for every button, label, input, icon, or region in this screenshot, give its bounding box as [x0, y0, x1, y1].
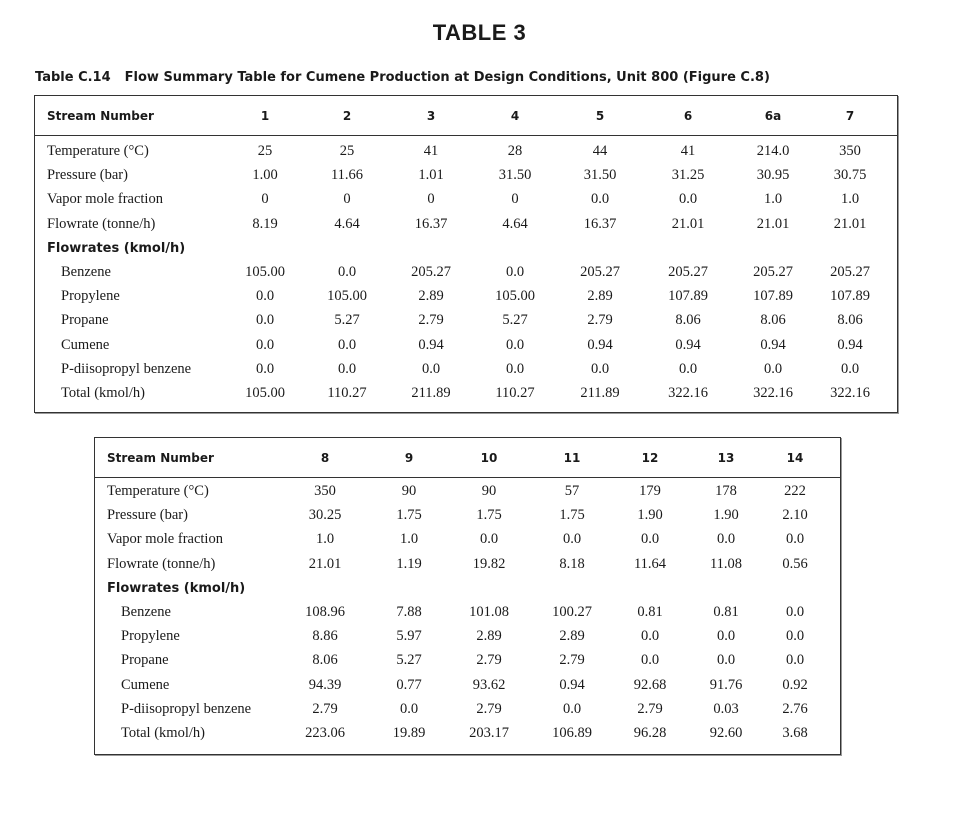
header-label: Stream Number — [107, 451, 214, 465]
column-header: 12 — [641, 451, 659, 465]
table-cell: 0.0 — [505, 360, 525, 377]
table-cell: 0.0 — [785, 604, 805, 620]
table-cell: 1.90 — [637, 507, 663, 524]
table-cell: 0.94 — [760, 336, 786, 353]
table-cell: 4.64 — [502, 215, 528, 232]
table-cell: 1.75 — [559, 507, 585, 524]
column-header: 10 — [480, 451, 498, 465]
table-cell: 101.08 — [469, 604, 509, 620]
table-cell: 11.66 — [330, 167, 364, 184]
table-cell: 4.64 — [334, 215, 360, 232]
table-cell: 2.79 — [559, 652, 585, 669]
table-cell: 94.39 — [308, 676, 342, 693]
table-cell: 5.27 — [334, 312, 360, 329]
table-cell: 0.0 — [399, 700, 419, 717]
row-label: Flowrate (tonne/h) — [107, 555, 216, 572]
header-row — [95, 438, 840, 478]
table-cell: 0.0 — [716, 652, 736, 669]
caption-text: Flow Summary Table for Cumene Production at Design Conditions, Unit 800 (Figure C.8) — [124, 70, 770, 85]
row-label: Propylene — [121, 628, 180, 645]
flow-table-1 — [34, 95, 898, 413]
table-cell: 322.16 — [753, 385, 793, 401]
table-cell: 96.28 — [633, 725, 667, 741]
table-row — [35, 383, 897, 407]
table-cell: 0.0 — [562, 700, 582, 717]
table-row — [35, 286, 897, 310]
table-cell: 1.0 — [315, 531, 335, 548]
table-cell: 0.94 — [587, 336, 613, 353]
column-header: 7 — [845, 109, 855, 123]
table-cell: 2.89 — [587, 288, 613, 305]
table-cell: 222 — [784, 483, 806, 499]
row-label: Vapor mole fraction — [107, 531, 223, 548]
table-cell: 5.27 — [396, 652, 422, 669]
table-cell: 0.0 — [562, 531, 582, 548]
table-cell: 44 — [592, 143, 608, 159]
table-cell: 21.01 — [756, 215, 790, 232]
table-cell: 105.00 — [327, 288, 367, 305]
table-cell: 179 — [639, 483, 661, 499]
table-cell: 16.37 — [414, 215, 448, 232]
row-label: Benzene — [61, 264, 111, 280]
table-cell: 0.0 — [678, 360, 698, 377]
table-cell: 2.79 — [637, 700, 663, 717]
caption-number: Table C.14 — [35, 70, 111, 85]
table-cell: 100.27 — [552, 604, 592, 620]
table-cell: 2.76 — [782, 700, 808, 717]
table-row — [35, 189, 897, 213]
table-cell: 0.94 — [418, 336, 444, 353]
table-cell: 0 — [343, 191, 351, 208]
table-cell: 92.60 — [709, 725, 743, 741]
table-cell: 1.0 — [399, 531, 419, 548]
table-cell: 0.0 — [479, 531, 499, 548]
table-cell: 0.0 — [840, 360, 860, 377]
table-cell: 0.0 — [640, 531, 660, 548]
table-cell: 31.25 — [671, 167, 705, 184]
table-cell: 205.27 — [830, 264, 870, 280]
table-cell: 2.79 — [418, 312, 444, 329]
table-cell: 107.89 — [830, 288, 870, 305]
table-cell: 0.0 — [255, 288, 275, 305]
row-label: Benzene — [121, 604, 171, 620]
table-cell: 5.97 — [396, 628, 422, 645]
table-row — [95, 699, 840, 723]
table-cell: 0.94 — [675, 336, 701, 353]
row-label: Flowrates (kmol/h) — [47, 240, 186, 256]
table-cell: 110.27 — [327, 385, 367, 401]
table-cell: 8.18 — [559, 555, 585, 572]
table-cell: 19.82 — [472, 555, 506, 572]
table-cell: 2.89 — [418, 288, 444, 305]
table-cell: 205.27 — [753, 264, 793, 280]
row-label: Vapor mole fraction — [47, 191, 163, 208]
table-cell: 211.89 — [411, 385, 451, 401]
table-cell: 21.01 — [833, 215, 867, 232]
table-cell: 0.0 — [716, 628, 736, 645]
header-row — [35, 96, 897, 136]
table-cell: 0.0 — [640, 628, 660, 645]
table-cell: 223.06 — [305, 725, 345, 741]
row-label: Temperature (°C) — [47, 143, 149, 159]
table-cell: 90 — [481, 483, 497, 499]
section-row — [35, 238, 897, 262]
table-cell: 2.10 — [782, 507, 808, 524]
table-row — [35, 214, 897, 238]
table-cell: 110.27 — [495, 385, 535, 401]
column-header: 6 — [683, 109, 693, 123]
row-label: Flowrate (tonne/h) — [47, 215, 156, 232]
row-label: Total (kmol/h) — [61, 385, 145, 401]
table-cell: 25 — [257, 143, 273, 159]
table-cell: 0 — [511, 191, 519, 208]
table-cell: 105.00 — [245, 385, 285, 401]
table-cell: 107.89 — [668, 288, 708, 305]
row-label: Cumene — [121, 676, 170, 693]
table-cell: 0.94 — [837, 336, 863, 353]
page-title: TABLE 3 — [432, 20, 527, 45]
table-cell: 0.0 — [590, 191, 610, 208]
column-header: 1 — [260, 109, 270, 123]
table-cell: 105.00 — [245, 264, 285, 280]
table-cell: 2.79 — [476, 652, 502, 669]
table-cell: 41 — [423, 143, 439, 159]
table-cell: 41 — [680, 143, 696, 159]
header-label: Stream Number — [47, 109, 154, 123]
column-header: 13 — [717, 451, 735, 465]
table-row — [35, 165, 897, 189]
column-header: 6a — [764, 109, 782, 123]
table-cell: 0.0 — [255, 312, 275, 329]
table-cell: 203.17 — [469, 725, 509, 741]
table-cell: 322.16 — [830, 385, 870, 401]
table-cell: 211.89 — [580, 385, 620, 401]
table-row — [95, 481, 840, 505]
table-cell: 2.89 — [476, 628, 502, 645]
table-cell: 11.08 — [709, 555, 743, 572]
section-row — [95, 578, 840, 602]
table-cell: 11.64 — [633, 555, 667, 572]
table-cell: 205.27 — [668, 264, 708, 280]
table-cell: 0.0 — [337, 336, 357, 353]
column-header: 2 — [342, 109, 352, 123]
table-cell: 8.06 — [760, 312, 786, 329]
flow-table-2 — [94, 437, 841, 755]
table-cell: 30.25 — [308, 507, 342, 524]
row-label: P-diisopropyl benzene — [121, 700, 252, 717]
table-row — [95, 675, 840, 699]
row-label: Temperature (°C) — [107, 483, 209, 499]
table-cell: 8.06 — [837, 312, 863, 329]
table-cell: 0.0 — [505, 264, 525, 280]
table-cell: 0.0 — [337, 360, 357, 377]
table-cell: 0.0 — [337, 264, 357, 280]
table-cell: 0.0 — [505, 336, 525, 353]
table-cell: 0.0 — [716, 531, 736, 548]
row-label: Flowrates (kmol/h) — [107, 580, 246, 596]
table-row — [95, 626, 840, 650]
table-cell: 7.88 — [396, 604, 422, 620]
table-cell: 30.75 — [833, 167, 867, 184]
table-row — [95, 602, 840, 626]
table-cell: 0.77 — [396, 676, 422, 693]
row-label: Propane — [61, 312, 109, 329]
table-row — [35, 262, 897, 286]
table-cell: 0.56 — [782, 555, 808, 572]
table-cell: 0.81 — [713, 604, 739, 620]
table-cell: 8.86 — [312, 628, 338, 645]
table-cell: 28 — [507, 143, 523, 159]
table-cell: 0 — [427, 191, 435, 208]
table-cell: 0.94 — [559, 676, 585, 693]
table-cell: 5.27 — [502, 312, 528, 329]
table-cell: 0.0 — [678, 191, 698, 208]
table-cell: 1.90 — [713, 507, 739, 524]
table-row — [35, 310, 897, 334]
row-label: P-diisopropyl benzene — [61, 360, 192, 377]
table-row — [95, 650, 840, 674]
table-cell: 205.27 — [580, 264, 620, 280]
table-row — [95, 505, 840, 529]
table-cell: 178 — [715, 483, 737, 499]
table-cell: 30.95 — [756, 167, 790, 184]
table-cell: 31.50 — [498, 167, 532, 184]
column-header: 9 — [404, 451, 414, 465]
table-cell: 8.19 — [252, 215, 278, 232]
table-cell: 8.06 — [675, 312, 701, 329]
table-cell: 350 — [314, 483, 336, 499]
table-cell: 1.01 — [418, 167, 444, 184]
row-label: Propylene — [61, 288, 120, 305]
table-cell: 0.0 — [785, 652, 805, 669]
table-cell: 2.79 — [312, 700, 338, 717]
table-row — [35, 335, 897, 359]
row-label: Propane — [121, 652, 169, 669]
table-cell: 205.27 — [411, 264, 451, 280]
table-cell: 19.89 — [392, 725, 426, 741]
table-cell: 16.37 — [583, 215, 617, 232]
table-caption — [35, 70, 770, 85]
table-cell: 57 — [564, 483, 580, 499]
table-cell: 91.76 — [709, 676, 743, 693]
column-header: 3 — [426, 109, 436, 123]
table-cell: 350 — [839, 143, 861, 159]
table-row — [95, 529, 840, 553]
table-cell: 1.75 — [476, 507, 502, 524]
table-cell: 8.06 — [312, 652, 338, 669]
table-cell: 3.68 — [782, 725, 808, 741]
table-cell: 21.01 — [308, 555, 342, 572]
table-cell: 0.0 — [421, 360, 441, 377]
table-cell: 105.00 — [495, 288, 535, 305]
table-cell: 1.75 — [396, 507, 422, 524]
table-cell: 2.79 — [587, 312, 613, 329]
table-cell: 21.01 — [671, 215, 705, 232]
table-cell: 322.16 — [668, 385, 708, 401]
table-cell: 0.0 — [640, 652, 660, 669]
column-header: 4 — [510, 109, 520, 123]
table-cell: 1.0 — [840, 191, 860, 208]
table-cell: 1.0 — [763, 191, 783, 208]
table-cell: 90 — [401, 483, 417, 499]
table-cell: 0.81 — [637, 604, 663, 620]
row-label: Pressure (bar) — [107, 507, 188, 524]
table-cell: 1.00 — [252, 167, 278, 184]
table-cell: 2.79 — [476, 700, 502, 717]
table-cell: 2.89 — [559, 628, 585, 645]
row-label: Pressure (bar) — [47, 167, 128, 184]
table-cell: 25 — [339, 143, 355, 159]
table-cell: 0.0 — [785, 531, 805, 548]
table-row — [35, 141, 897, 165]
column-header: 11 — [563, 451, 581, 465]
table-cell: 106.89 — [552, 725, 592, 741]
table-row — [95, 554, 840, 578]
table-cell: 31.50 — [583, 167, 617, 184]
column-header: 14 — [786, 451, 804, 465]
column-header: 5 — [595, 109, 605, 123]
table-row — [35, 359, 897, 383]
table-cell: 214.0 — [756, 143, 790, 159]
row-label: Cumene — [61, 336, 110, 353]
table-cell: 0 — [261, 191, 269, 208]
table-cell: 93.62 — [472, 676, 506, 693]
table-cell: 0.03 — [713, 700, 739, 717]
table-row — [95, 723, 840, 747]
table-cell: 108.96 — [305, 604, 345, 620]
table-cell: 0.0 — [255, 360, 275, 377]
table-cell: 0.0 — [255, 336, 275, 353]
column-header: 8 — [320, 451, 330, 465]
table-cell: 0.92 — [782, 676, 808, 693]
table-cell: 107.89 — [753, 288, 793, 305]
table-cell: 92.68 — [633, 676, 667, 693]
table-cell: 0.0 — [590, 360, 610, 377]
table-cell: 0.0 — [785, 628, 805, 645]
table-cell: 0.0 — [763, 360, 783, 377]
table-cell: 1.19 — [396, 555, 422, 572]
row-label: Total (kmol/h) — [121, 725, 205, 741]
